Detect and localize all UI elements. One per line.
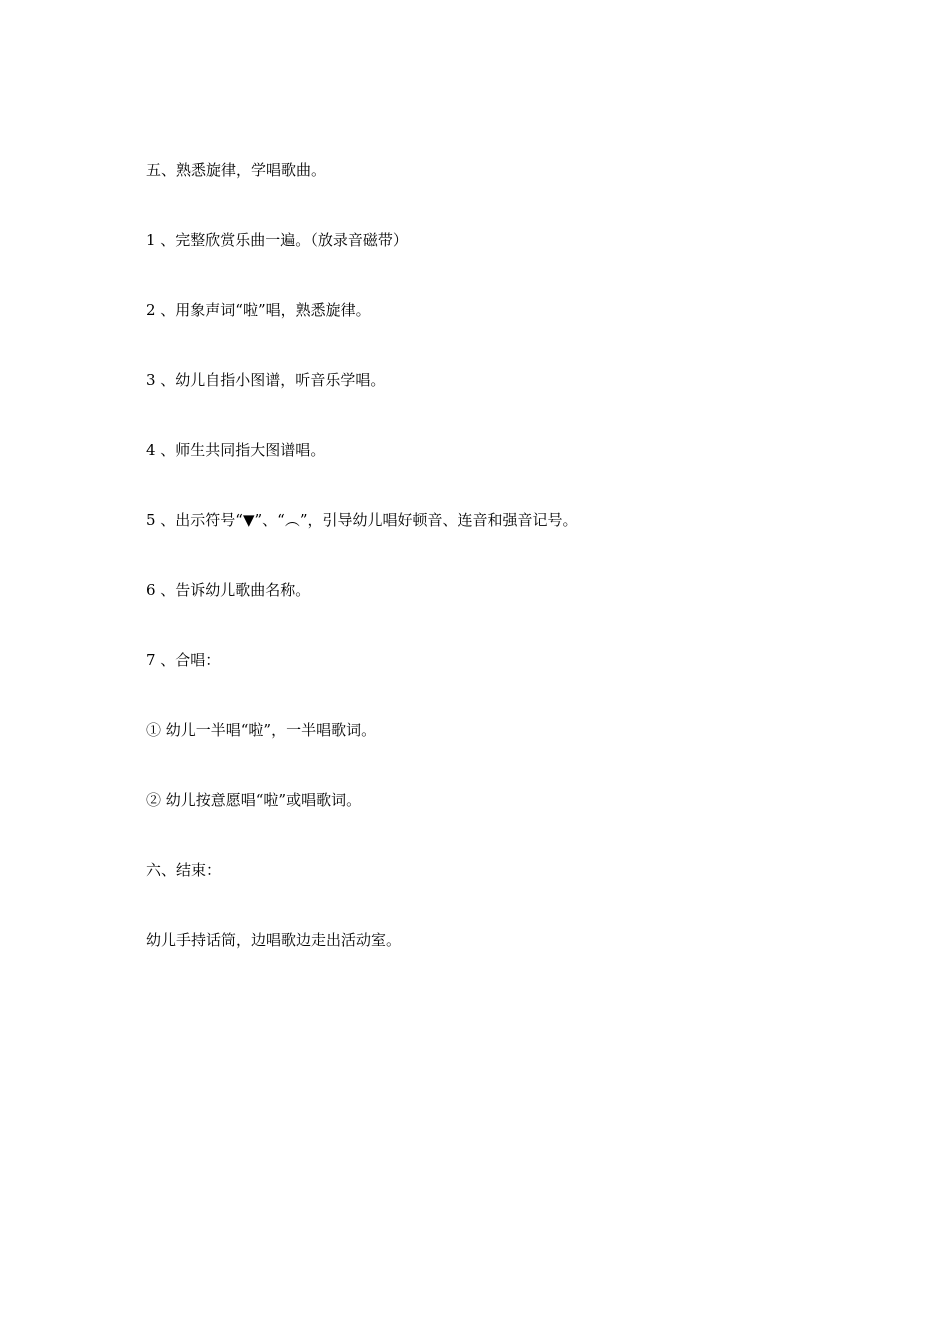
document-body — [146, 158, 846, 998]
step-4: 4 、师生共同指大图谱唱。 — [146, 441, 326, 459]
sub-item-1: ① 幼儿一半唱“啦”，一半唱歌词。 — [146, 721, 377, 739]
step-1: 1 、完整欣赏乐曲一遍。（放录音磁带） — [146, 231, 408, 249]
section-heading-five: 五、熟悉旋律，学唱歌曲。 — [146, 161, 327, 179]
sub-item-2: ② 幼儿按意愿唱“啦”或唱歌词。 — [146, 791, 362, 809]
step-2: 2 、用象声词“啦”唱，熟悉旋律。 — [146, 301, 371, 319]
section-heading-six: 六、结束： — [146, 861, 222, 879]
step-5: 5 、出示符号“▼”、“︵”，引导幼儿唱好顿音、连音和强音记号。 — [146, 511, 578, 529]
step-6: 6 、告诉幼儿歌曲名称。 — [146, 581, 311, 599]
step-3: 3 、幼儿自指小图谱，听音乐学唱。 — [146, 371, 386, 389]
closing-paragraph: 幼儿手持话筒，边唱歌边走出活动室。 — [146, 931, 402, 949]
step-7: 7 、合唱： — [146, 651, 221, 669]
